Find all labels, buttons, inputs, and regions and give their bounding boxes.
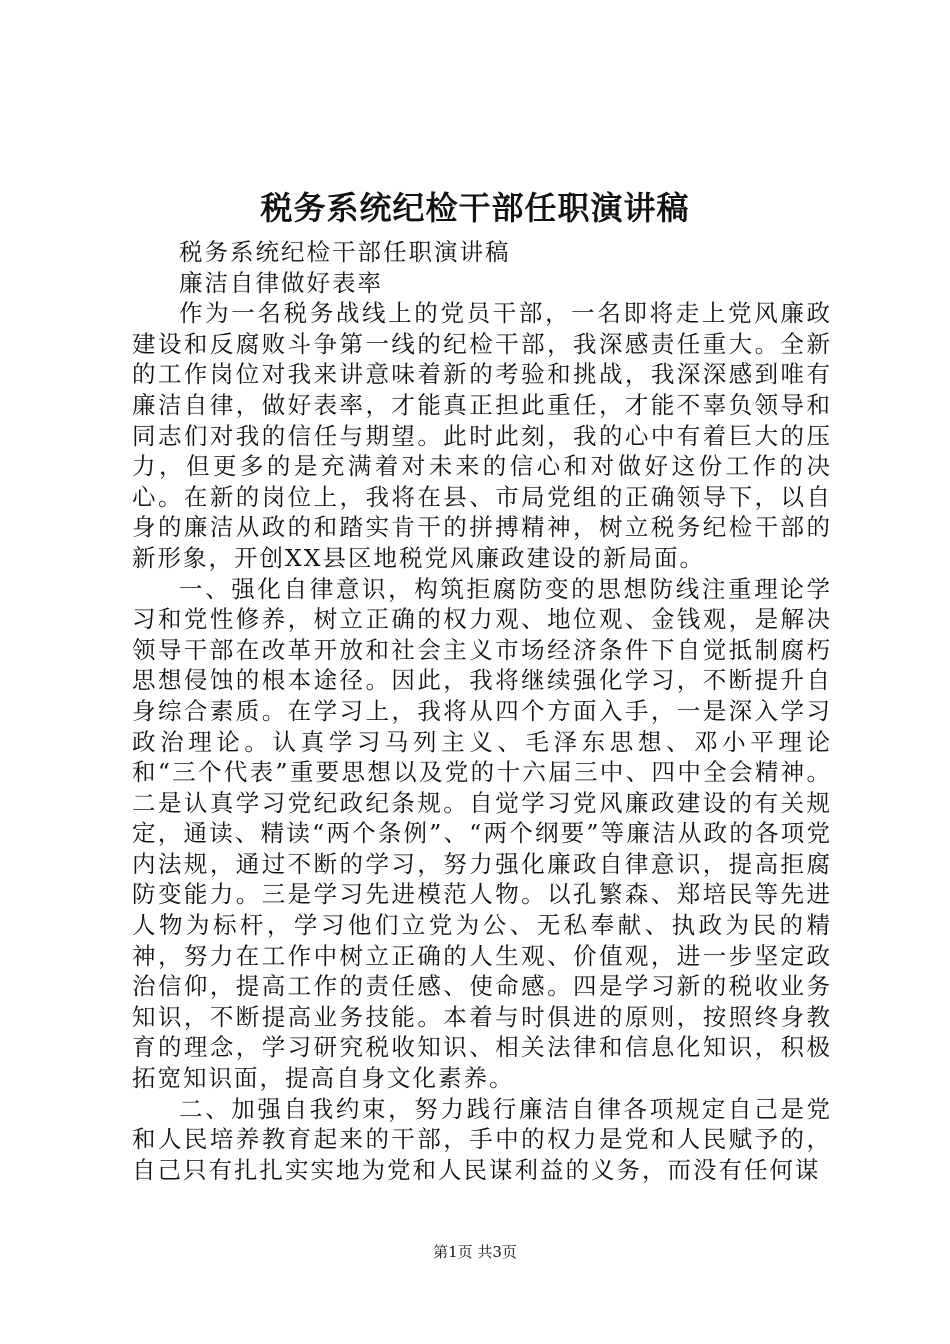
section-heading: 廉洁自律做好表率 [179, 268, 383, 297]
subtitle-repeat: 税务系统纪检干部任职演讲稿 [179, 238, 511, 266]
page-footer: 第1页 共3页 [433, 1243, 517, 1261]
paragraph-section-2: 二、加强自我约束，努力践行廉洁自律各项规定自己是党和人民培养教育起来的干部，手中的权力是党和人民赋予的，自己只有扎扎实实地为党和人民谋利益的义务，而没有任何谋 [132, 1094, 832, 1184]
paragraph-intro: 作为一名税务战线上的党员干部，一名即将走上党风廉政建设和反腐败斗争第一线的纪检干部，我深感责任重大。全新的工作岗位对我来讲意味着新的考验和挑战，我深深感到唯有廉洁自律，做好表率，才能真正担此重任，才能不辜负领导和同志们对我的信任与期望。此时此刻，我的心中有着巨大的压力，但更多的是充满着对未来的信心和对做好这份工作的决心。在新的岗位上，我将在县、市局党组的正确领导下，以自身的廉洁从政的和踏实肯干的拼搏精神，树立税务纪检干部的新形象，开创XX县区地税党风廉政建设的新局面。 [132, 299, 832, 572]
document-body [132, 237, 832, 1185]
document-title: 税务系统纪检干部任职演讲稿 [260, 189, 690, 227]
paragraph-section-1: 一、强化自律意识，构筑拒腐防变的思想防线注重理论学习和党性修养，树立正确的权力观、地位观、金钱观，是解决领导干部在改革开放和社会主义市场经济条件下自觉抵制腐朽思想侵蚀的根本途径。因此，我将继续强化学习，不断提升自身综合素质。在学习上，我将从四个方面入手，一是深入学习政治理论。认真学习马列主义、毛泽东思想、邓小平理论和“三个代表”重要思想以及党的十六届三中、四中全会精神。二是认真学习党纪政纪条规。自觉学习党风廉政建设的有关规定，通读、精读“两个条例”、“两个纲要”等廉洁从政的各项党内法规，通过不断的学习，努力强化廉政自律意识，提高拒腐防变能力。三是学习先进模范人物。以孔繁森、郑培民等先进人物为标杆，学习他们立党为公、无私奉献、执政为民的精神，努力在工作中树立正确的人生观、价值观，进一步坚定政治信仰，提高工作的责任感、使命感。四是学习新的税收业务知识，不断提高业务技能。本着与时俱进的原则，按照终身教育的理念，学习研究税收知识、相关法律和信息化知识，积极拓宽知识面，提高自身文化素养。 [132, 574, 832, 1093]
